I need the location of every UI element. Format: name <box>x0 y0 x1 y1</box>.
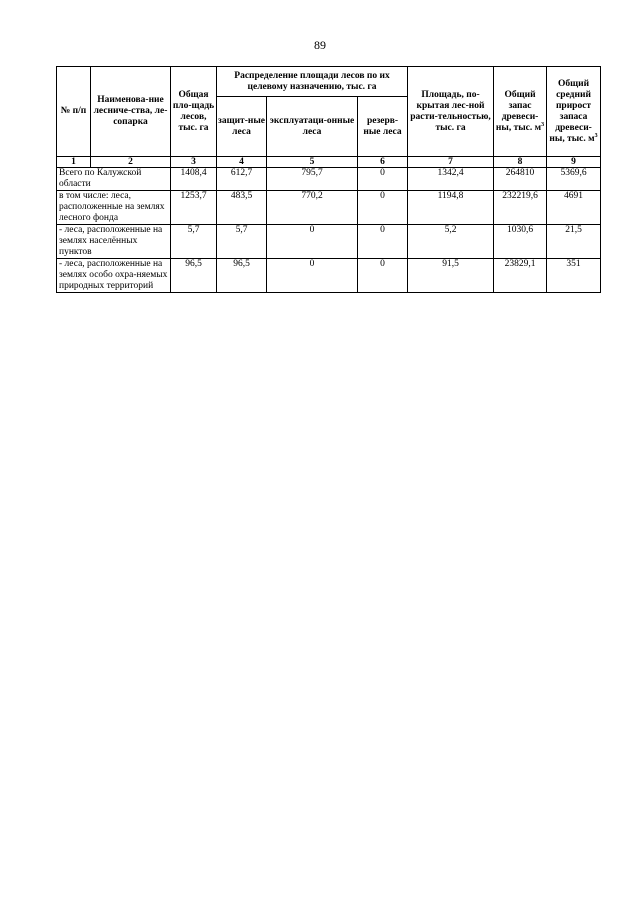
column-number: 9 <box>547 157 601 168</box>
row-name: Всего по Калужской области <box>57 168 171 191</box>
row-name: - леса, расположенные на землях особо охра-няемых природных территорий <box>57 259 171 293</box>
cell-avg-growth: 5369,6 <box>547 168 601 191</box>
cell-covered-area: 1194,8 <box>408 191 494 225</box>
column-number: 2 <box>91 157 171 168</box>
forest-distribution-table <box>56 66 601 293</box>
table-row <box>57 259 601 293</box>
column-numbers-row <box>57 157 601 168</box>
column-number: 7 <box>408 157 494 168</box>
unit-superscript: 3 <box>594 132 598 139</box>
column-number: 8 <box>494 157 547 168</box>
cell-reserve: 0 <box>358 225 408 259</box>
cell-total-stock: 1030,6 <box>494 225 547 259</box>
table-row <box>57 168 601 191</box>
cell-total-stock: 23829,1 <box>494 259 547 293</box>
header-covered-area: Площадь, по-крытая лес-ной расти-тельностью, тыс. га <box>408 67 494 157</box>
header-total-area: Общая пло-щадь лесов, тыс. га <box>171 67 217 157</box>
cell-covered-area: 1342,4 <box>408 168 494 191</box>
table-row <box>57 191 601 225</box>
row-name: в том числе: леса, расположенные на землях лесного фонда <box>57 191 171 225</box>
header-num: № п/п <box>57 67 91 157</box>
cell-protective: 5,7 <box>217 225 267 259</box>
cell-reserve: 0 <box>358 259 408 293</box>
header-name: Наименова-ние лесниче-ства, ле-сопарка <box>91 67 171 157</box>
cell-total-stock: 264810 <box>494 168 547 191</box>
cell-total-area: 96,5 <box>171 259 217 293</box>
cell-total-area: 1253,7 <box>171 191 217 225</box>
column-number: 4 <box>217 157 267 168</box>
cell-avg-growth: 21,5 <box>547 225 601 259</box>
header-exploitation: эксплуатаци-онные леса <box>267 97 358 157</box>
column-number: 1 <box>57 157 91 168</box>
header-distribution-group: Распределение площади лесов по их целевому назначению, тыс. га <box>217 67 408 97</box>
cell-total-stock: 232219,6 <box>494 191 547 225</box>
header-protective: защит-ные леса <box>217 97 267 157</box>
row-name: - леса, расположенные на землях населённых пунктов <box>57 225 171 259</box>
cell-reserve: 0 <box>358 191 408 225</box>
cell-protective: 483,5 <box>217 191 267 225</box>
column-number: 3 <box>171 157 217 168</box>
cell-exploitation: 0 <box>267 225 358 259</box>
cell-avg-growth: 351 <box>547 259 601 293</box>
cell-reserve: 0 <box>358 168 408 191</box>
header-reserve: резерв-ные леса <box>358 97 408 157</box>
cell-covered-area: 91,5 <box>408 259 494 293</box>
column-number: 6 <box>358 157 408 168</box>
unit-superscript: 3 <box>541 121 545 128</box>
column-number: 5 <box>267 157 358 168</box>
cell-exploitation: 0 <box>267 259 358 293</box>
cell-exploitation: 795,7 <box>267 168 358 191</box>
page-number: 89 <box>314 38 326 52</box>
header-total-stock: Общий запас древеси-ны, тыс. $м^3$ <box>494 67 547 157</box>
cell-protective: 612,7 <box>217 168 267 191</box>
cell-total-area: 5,7 <box>171 225 217 259</box>
cell-protective: 96,5 <box>217 259 267 293</box>
cell-avg-growth: 4691 <box>547 191 601 225</box>
cell-exploitation: 770,2 <box>267 191 358 225</box>
header-avg-growth: Общий средний прирост запаса древеси-ны, тыс. $м^3$ <box>547 67 601 157</box>
cell-covered-area: 5,2 <box>408 225 494 259</box>
cell-total-area: 1408,4 <box>171 168 217 191</box>
table-row <box>57 225 601 259</box>
